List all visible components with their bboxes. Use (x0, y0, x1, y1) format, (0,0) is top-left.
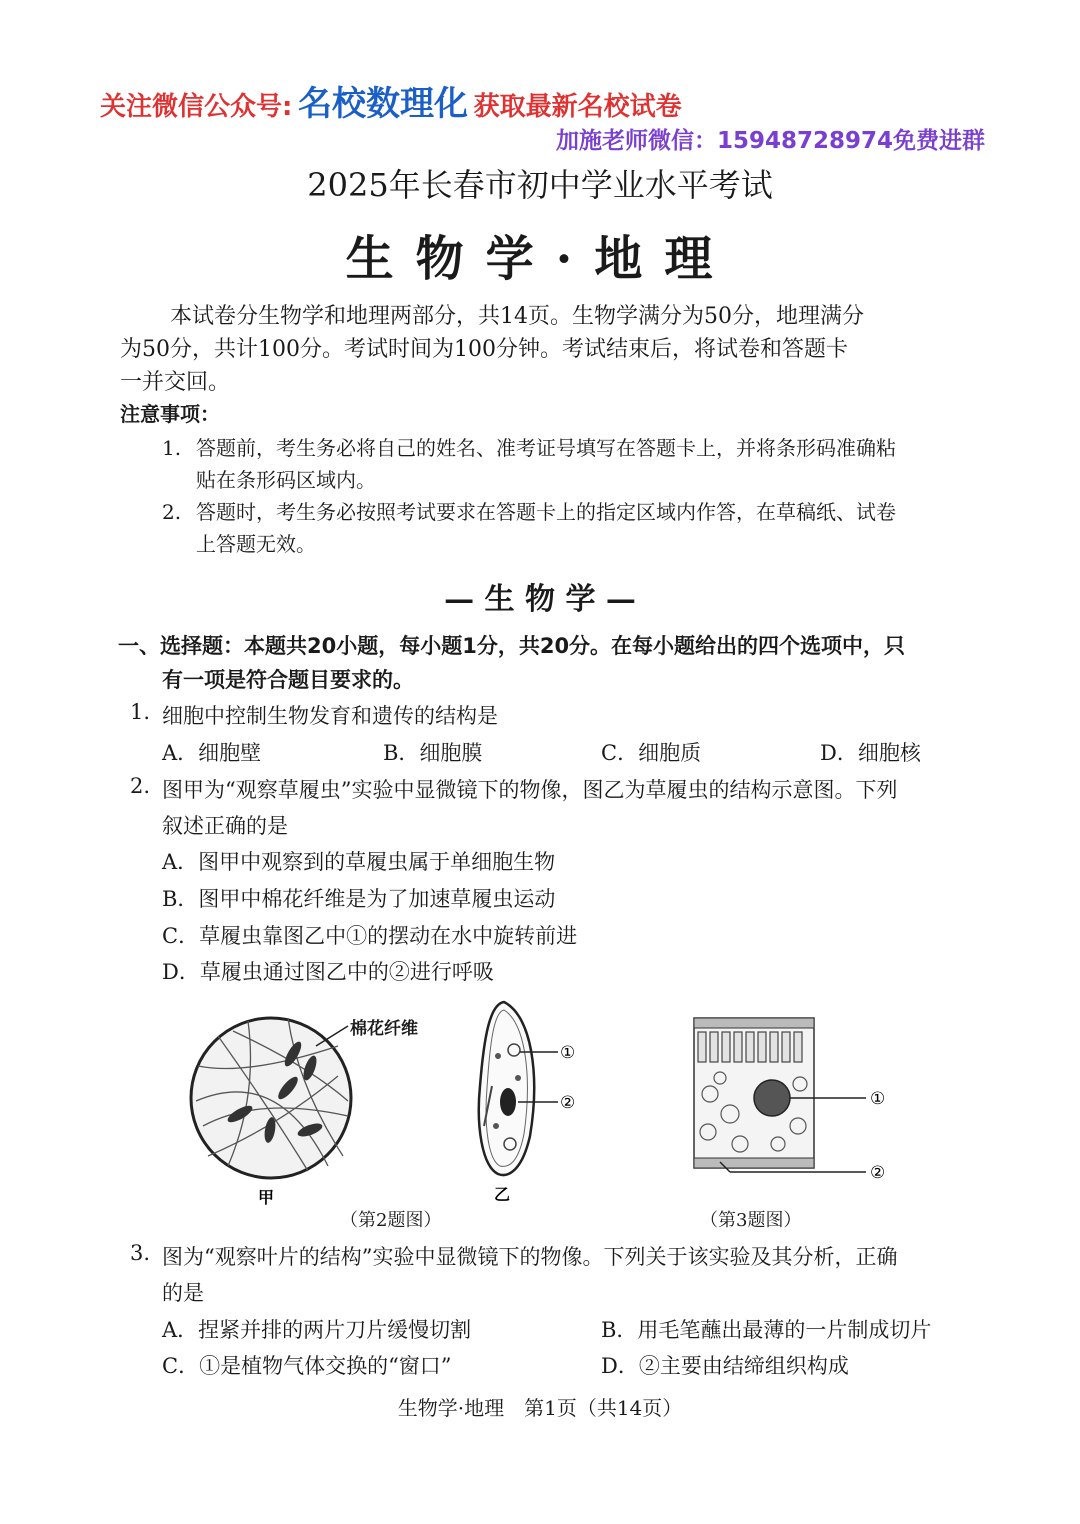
q2-option-c: C．草履虫靠图乙中①的摆动在水中旋转前进 (162, 924, 578, 948)
q2-stem-2: 叙述正确的是 (162, 814, 288, 838)
q1-option-d: D．细胞核 (820, 741, 921, 765)
part1-line-1: 一、选择题：本题共20小题，每小题1分，共20分。在每小题给出的四个选项中，只 (118, 634, 906, 658)
banner-prefix: 关注微信公众号: (100, 92, 293, 122)
note-1-num: 1. (162, 436, 182, 460)
fig3-mark-1: ① (870, 1089, 886, 1109)
subject-title: 生物学·地理 (345, 231, 735, 287)
fig3-caption: （第3题图） (700, 1210, 802, 1231)
q1-num: 1. (130, 700, 151, 724)
fig2-jia-microscope-view (188, 1006, 363, 1206)
q3-stem-1: 图为“观察叶片的结构”实验中显微镜下的物像。下列关于该实验及其分析，正确 (162, 1245, 898, 1269)
q1-stem: 细胞中控制生物发育和遗传的结构是 (162, 704, 498, 728)
note-2-line-2: 上答题无效。 (196, 532, 316, 556)
q1-option-a: A．细胞壁 (162, 741, 262, 765)
note-2-line-1: 答题时，考生务必按照考试要求在答题卡上的指定区域内作答，在草稿纸、试卷 (196, 500, 896, 524)
fig2-mark-1: ① (560, 1043, 576, 1063)
banner-suffix: 获取最新名校试卷 (473, 92, 682, 122)
fig2-label-yi: 乙 (493, 1185, 511, 1204)
fig2-caption: （第2题图） (340, 1210, 442, 1231)
promo-banner (100, 76, 682, 125)
part1-line-2: 有一项是符合题目要求的。 (162, 668, 414, 692)
fig2-label-cotton: 棉花纤维 (350, 1019, 418, 1039)
intro-line-2: 为50分，共计100分。考试时间为100分钟。考试结束后，将试卷和答题卡 (120, 337, 848, 362)
intro-line-3: 一并交回。 (120, 370, 231, 395)
page-footer: 生物学·地理 第1页（共14页） (397, 1396, 683, 1420)
banner-contact: 加施老师微信：15948728974免费进群 (556, 128, 986, 154)
fig2-mark-2: ② (560, 1093, 576, 1113)
q2-option-d: D．草履虫通过图乙中的②进行呼吸 (162, 960, 494, 984)
q3-stem-2: 的是 (162, 1281, 204, 1305)
fig3-mark-2: ② (870, 1163, 886, 1183)
note-1-line-2: 贴在条形码区域内。 (196, 468, 376, 492)
fig2-yi-paramecium-diagram (462, 996, 592, 1206)
fig3-leaf-cross-section (690, 1014, 900, 1190)
intro-line-1: 本试卷分生物学和地理两部分，共14页。生物学满分为50分，地理满分 (170, 304, 864, 329)
q2-option-b: B．图甲中棉花纤维是为了加速草履虫运动 (162, 887, 556, 911)
notes-heading: 注意事项： (120, 402, 220, 426)
q1-option-c: C．细胞质 (601, 741, 702, 765)
note-1-line-1: 答题前，考生务必将自己的姓名、准考证号填写在答题卡上，并将条形码准确粘 (196, 436, 896, 460)
section-title: — 生 物 学 — (444, 582, 636, 617)
note-2-num: 2. (162, 500, 182, 524)
q2-num: 2. (130, 774, 151, 798)
q3-option-b: B．用毛笔蘸出最薄的一片制成切片 (601, 1318, 932, 1342)
q2-option-a: A．图甲中观察到的草履虫属于单细胞生物 (162, 850, 556, 874)
q3-option-a: A．捏紧并排的两片刀片缓慢切割 (162, 1318, 472, 1342)
banner-name: 名校数理化 (297, 84, 468, 124)
q2-stem-1: 图甲为“观察草履虫”实验中显微镜下的物像，图乙为草履虫的结构示意图。下列 (162, 778, 898, 802)
q3-option-d: D．②主要由结缔组织构成 (601, 1354, 849, 1378)
q3-num: 3. (130, 1241, 151, 1265)
q1-option-b: B．细胞膜 (383, 741, 483, 765)
q3-option-c: C．①是植物气体交换的“窗口” (162, 1354, 452, 1378)
exam-title: 2025年长春市初中学业水平考试 (307, 166, 773, 204)
fig2-label-jia: 甲 (257, 1188, 275, 1206)
